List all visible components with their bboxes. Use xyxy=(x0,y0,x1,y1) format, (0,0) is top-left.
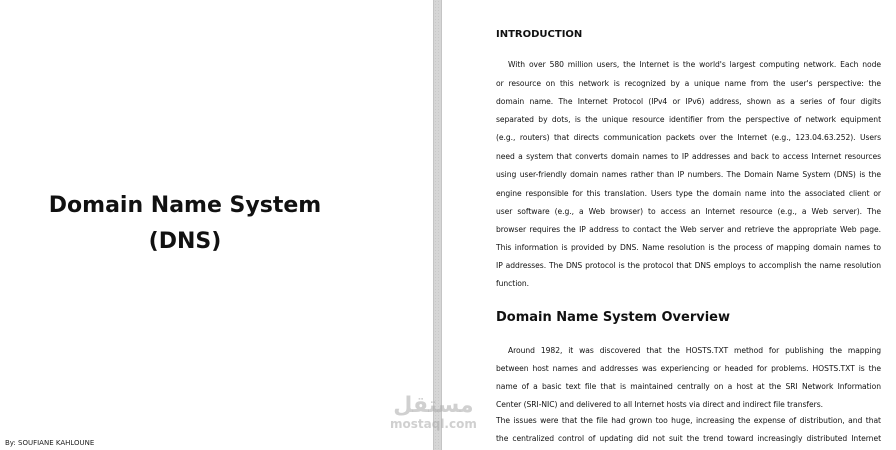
paragraph-line: The issues were that the file had grown too huge, increasing the expense of distribution, and that xyxy=(496,416,881,425)
paragraph-line: Around 1982, it was discovered that the HOSTS.TXT method for publishing the mapping xyxy=(508,346,881,355)
cover-title xyxy=(30,188,340,260)
paragraph-line: or resource on this network is recognized by a unique name from the user's perspective: the xyxy=(496,79,881,88)
paragraph-line: the centralized control of updating did not suit the trend toward increasingly distributed Internet xyxy=(496,434,881,443)
content-page xyxy=(442,0,896,450)
paragraph-line: name of a basic text file that is maintained centrally on a host at the SRI Network Information xyxy=(496,382,881,391)
mostaql-watermark xyxy=(390,395,477,431)
author-credit: By: SOUFIANE KAHLOUNE xyxy=(5,439,95,447)
paragraph-line: separated by dots, is the unique resource identifier from the perspective of network equipment xyxy=(496,115,881,124)
paragraph-line: between host names and addresses was experiencing or headed for problems. HOSTS.TXT is the xyxy=(496,364,881,373)
paragraph-line: function. xyxy=(496,279,529,288)
overview-heading: Domain Name System Overview xyxy=(496,310,731,325)
cover-title-line1: Domain Name System xyxy=(48,193,322,218)
paragraph-line: user software (e.g., a Web browser) to access an Internet resource (e.g., a Web server). The xyxy=(496,207,881,216)
paragraph-line: browser requires the IP address to contact the Web server and retrieve the appropriate Web page. xyxy=(496,225,881,234)
watermark-latin: mostaql.com xyxy=(390,417,477,431)
paragraph-line: IP addresses. The DNS protocol is the protocol that DNS employs to accomplish the name resolution xyxy=(496,261,881,270)
cover-title-line2: (DNS) xyxy=(148,229,222,254)
paragraph-line: This information is provided by DNS. Name resolution is the process of mapping domain names to xyxy=(496,243,881,252)
paragraph-line: domain name. The Internet Protocol (IPv4 or IPv6) address, shown as a series of four digits xyxy=(496,97,881,106)
paragraph-line: engine responsible for this translation. Users type the domain name into the associated client or xyxy=(496,189,881,198)
watermark-arabic: مستقل xyxy=(393,393,474,418)
paragraph-line: Center (SRI-NIC) and delivered to all Internet hosts via direct and indirect file transfers. xyxy=(496,400,823,409)
paragraph-line: need a system that converts domain names to IP addresses and back to access Internet resources xyxy=(496,152,881,161)
paragraph-line: With over 580 million users, the Internet is the world's largest computing network. Each node xyxy=(508,60,881,69)
cover-page xyxy=(0,0,433,450)
paragraph-line: using user-friendly domain names rather than IP numbers. The Domain Name System (DNS) is the xyxy=(496,170,881,179)
paragraph-line: (e.g., routers) that directs communication packets over the Internet (e.g., 123.04.63.252). Users xyxy=(496,133,881,142)
page-separator xyxy=(433,0,442,450)
introduction-heading: INTRODUCTION xyxy=(496,29,583,40)
